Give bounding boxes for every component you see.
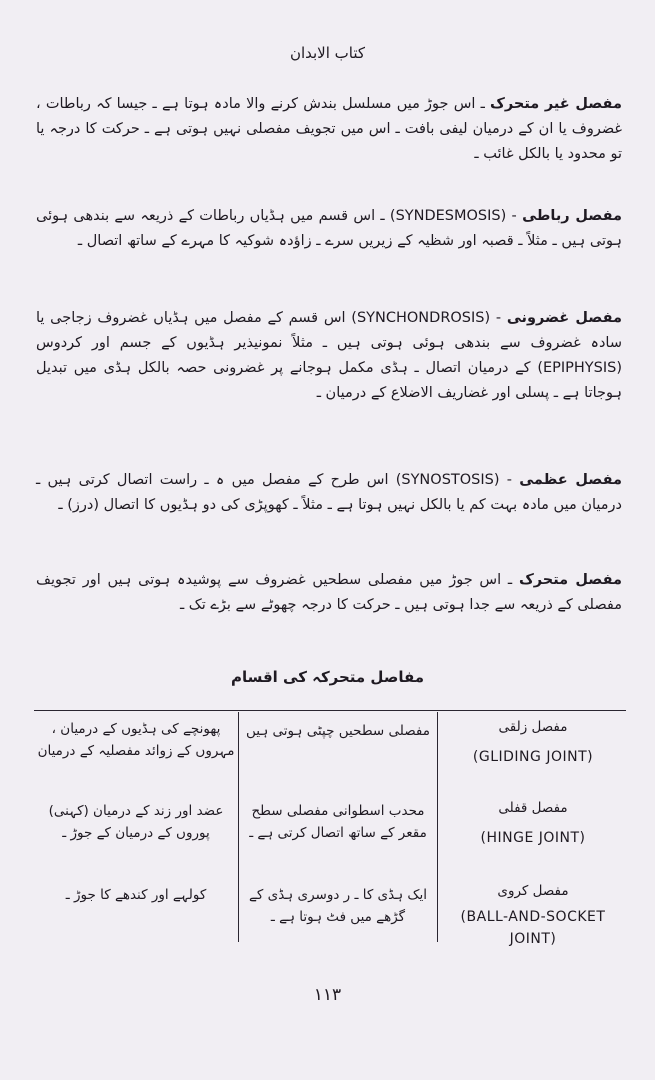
running-title: کتاب الابدان [289, 44, 366, 62]
joint-name-urdu: مفصل زلقی [498, 719, 568, 735]
table-cell-example: عضد اور زند کے درمیان (کہنی) پوروں کے درمیان کے جوڑ ـ [48, 803, 224, 841]
joint-name-urdu: مفصل قفلی [498, 800, 568, 816]
latin-term: (SYNCHONDROSIS) [351, 310, 491, 326]
joint-name-urdu: مفصل کروی [497, 883, 569, 899]
paragraph-syndesmosis: مفصل رباطی - (SYNDESMOSIS) ـ اس قسم میں ہڈیاں رباطات کے ذریعہ سے بندھی ہوئی ہوتی ہیں ـ مثلاً ـ قصبہ اور شظیہ کے زیریں سرے ـ زاؤدہ شوکیہ کا مہرے کے ساتھ اتصال ـ [36, 208, 623, 249]
paragraph-text: ـ اس جوڑ میں مفصلی سطحیں غضروف سے پوشیدہ ہوتی ہیں اور تجویف مفصلی کے ذریعہ سے جدا ہوتی ہیں ـ حرکت کا درجہ چھوٹے سے بڑے تک ـ [36, 572, 622, 613]
joint-name-english: (BALL-AND-SOCKET JOINT) [460, 909, 606, 947]
table-title: مفاصل متحرکہ کی اقسام [230, 668, 425, 686]
paragraph-text: ـ اس قسم میں ہڈیاں رباطات کے ذریعہ سے بندھی ہوئی ہوتی ہیں ـ مثلاً ـ قصبہ اور شظیہ کے زیریں سرے ـ زاؤدہ شوکیہ کا مہرے کے ساتھ اتصال ـ [36, 208, 622, 249]
table-top-rule [34, 710, 626, 711]
latin-term: (SYNDESMOSIS) [389, 208, 507, 224]
table-column-divider [437, 712, 438, 942]
table-cell-joint-name [440, 716, 626, 768]
table-cell-joint-name [440, 797, 626, 849]
table-cell-example: پھونچے کی ہڈیوں کے درمیان ، مہروں کے زوائد مفصلیہ کے درمیان [37, 721, 235, 759]
paragraph-immovable-joint [36, 92, 622, 167]
paragraph-text: اس قسم کے مفصل میں ہڈیاں غضروف زجاجی یا سادہ غضروف سے بندھی ہوئی ہوتی ہیں ـ مثلاً نمونیذیر ہڈیوں کے جسم اور کردوس [36, 310, 622, 351]
table-cell-description: محدب اسطوانی مفصلی سطح مقعر کے ساتھ اتصال کرتی ہے ـ [249, 803, 427, 841]
paragraph-text-continued: کے درمیان اتصال ـ ہڈی مکمل ہوجانے پر غضرونی حصہ بالکل ہڈی میں تبدیل ہوجاتا ہے ـ پسلی اور غضاریف الاضلاع کے درمیان ـ [36, 360, 622, 401]
paragraph-synchondrosis: مفصل غضرونی - (SYNCHONDROSIS) اس قسم کے مفصل میں ہڈیاں غضروف زجاجی یا سادہ غضروف سے بندھی ہوئی ہوتی ہیں ـ مثلاً نمونیذیر ہڈیوں کے جسم اور کردوس (EPIPHYSIS) کے درمیان اتصال ـ ہڈی مکمل ہوجانے پر غضرونی حصہ بالکل ہڈی میں تبدیل ہوجاتا ہے ـ پسلی اور غضاریف الاضلاع کے درمیان ـ [36, 310, 622, 401]
term: مفصل رباطی [522, 208, 623, 224]
paragraph-movable-joint [36, 568, 622, 618]
table-column-divider [238, 712, 239, 942]
term: مفصل عظمی [519, 472, 622, 488]
table-cell-description: مفصلی سطحیں چپٹی ہوتی ہیں [245, 723, 430, 739]
page-number: ۱۱۳ [313, 985, 342, 1005]
latin-term: (SYNOSTOSIS) [395, 472, 500, 488]
term: مفصل متحرک [518, 572, 623, 588]
joint-name-english: (GLIDING JOINT) [472, 749, 594, 765]
table-cell-example: کولہے اور کندھے کا جوڑ ـ [65, 887, 207, 903]
latin-term-epiphysis: (EPIPHYSIS) [537, 360, 622, 376]
paragraph-synostosis: مفصل عظمی - (SYNOSTOSIS) اس طرح کے مفصل میں ہ ـ راست اتصال کرتی ہیں ـ درمیان میں مادہ بہت کم یا بالکل نہیں ہوتا ہے ـ مثلاً ـ کھوپڑی کی دو ہڈیوں کا اتصال (درز) ـ [36, 472, 622, 513]
paragraph-text: اس طرح کے مفصل میں ہ ـ راست اتصال کرتی ہیں ـ درمیان میں مادہ بہت کم یا بالکل نہیں ہوتا ہے ـ مثلاً ـ کھوپڑی کی دو ہڈیوں کا اتصال (درز) ـ [36, 472, 622, 513]
table-cell-joint-name [440, 880, 626, 950]
paragraph-text: ـ اس جوڑ میں مسلسل بندش کرنے والا مادہ ہوتا ہے ـ جیسا کہ رباطات ، غضروف یا ان کے درمیان لیفی بافت ـ اس میں تجویف مفصلی نہیں ہوتی ہے ـ حرکت کا درجہ یا تو محدود یا بالکل غائب ـ [36, 96, 622, 162]
term: مفصل غیر متحرک [490, 96, 622, 112]
table-cell-description: ایک ہڈی کا ـ ر دوسری ہڈی کے گڑھے میں فٹ ہوتا ہے ـ [249, 887, 427, 925]
joint-name-english: (HINGE JOINT) [480, 830, 586, 846]
term: مفصل غضرونی [506, 310, 622, 326]
